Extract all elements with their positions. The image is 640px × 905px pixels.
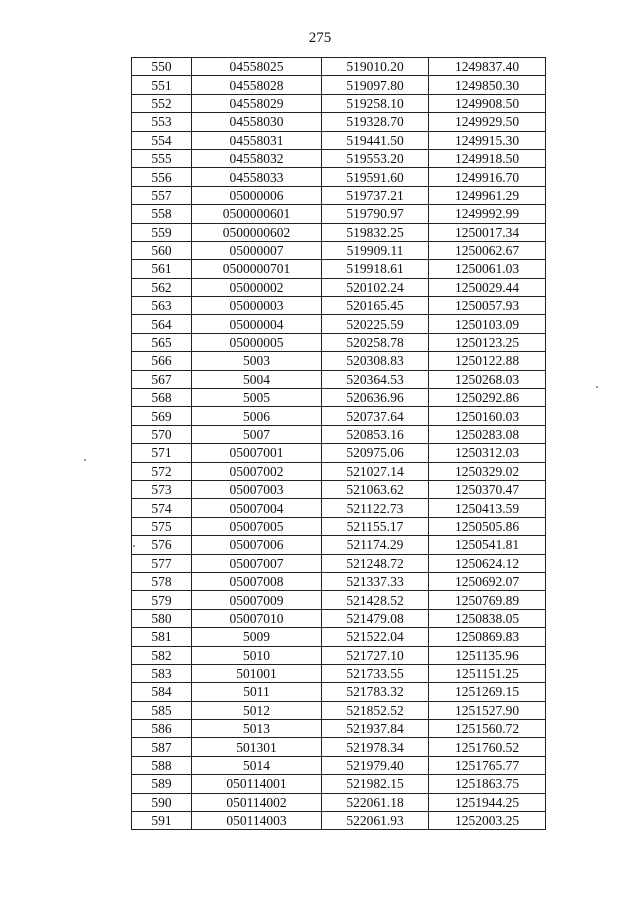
table-row <box>132 241 546 259</box>
table-row <box>132 223 546 241</box>
row-number-cell: 554 <box>132 131 192 149</box>
y-coordinate-cell: 1250413.59 <box>429 499 546 517</box>
table-row <box>132 609 546 627</box>
x-coordinate-cell: 521337.33 <box>322 572 429 590</box>
x-coordinate-cell: 521733.55 <box>322 664 429 682</box>
point-id-cell: 050114003 <box>192 812 322 830</box>
point-id-cell: 04558025 <box>192 58 322 76</box>
table-row <box>132 646 546 664</box>
x-coordinate-cell: 520102.24 <box>322 278 429 296</box>
point-id-cell: 5003 <box>192 352 322 370</box>
row-number-cell: 556 <box>132 168 192 186</box>
x-coordinate-cell: 521783.32 <box>322 683 429 701</box>
row-number-cell: 568 <box>132 389 192 407</box>
table-row <box>132 793 546 811</box>
y-coordinate-cell: 1251135.96 <box>429 646 546 664</box>
row-number-cell: 583 <box>132 664 192 682</box>
point-id-cell: 050114002 <box>192 793 322 811</box>
y-coordinate-cell: 1250838.05 <box>429 609 546 627</box>
point-id-cell: 05007008 <box>192 572 322 590</box>
point-id-cell: 5010 <box>192 646 322 664</box>
row-number-cell: 582 <box>132 646 192 664</box>
y-coordinate-cell: 1250541.81 <box>429 536 546 554</box>
point-id-cell: 05007007 <box>192 554 322 572</box>
x-coordinate-cell: 521727.10 <box>322 646 429 664</box>
x-coordinate-cell: 519790.97 <box>322 205 429 223</box>
x-coordinate-cell: 521027.14 <box>322 462 429 480</box>
x-coordinate-cell: 521937.84 <box>322 720 429 738</box>
table-row <box>132 76 546 94</box>
row-number-cell: 563 <box>132 297 192 315</box>
x-coordinate-cell: 520225.59 <box>322 315 429 333</box>
table-row <box>132 186 546 204</box>
x-coordinate-cell: 519832.25 <box>322 223 429 241</box>
table-row <box>132 297 546 315</box>
point-id-cell: 04558029 <box>192 94 322 112</box>
table-row <box>132 389 546 407</box>
x-coordinate-cell: 521982.15 <box>322 775 429 793</box>
x-coordinate-cell: 519097.80 <box>322 76 429 94</box>
point-id-cell: 05007006 <box>192 536 322 554</box>
table-row <box>132 333 546 351</box>
row-number-cell: 587 <box>132 738 192 756</box>
point-id-cell: 04558030 <box>192 113 322 131</box>
table-row <box>132 720 546 738</box>
table-row <box>132 775 546 793</box>
scan-speck <box>133 545 135 547</box>
point-id-cell: 501001 <box>192 664 322 682</box>
point-id-cell: 05007001 <box>192 444 322 462</box>
y-coordinate-cell: 1251760.52 <box>429 738 546 756</box>
y-coordinate-cell: 1250769.89 <box>429 591 546 609</box>
y-coordinate-cell: 1251527.90 <box>429 701 546 719</box>
x-coordinate-cell: 519909.11 <box>322 241 429 259</box>
table-row <box>132 444 546 462</box>
point-id-cell: 04558028 <box>192 76 322 94</box>
y-coordinate-cell: 1250123.25 <box>429 333 546 351</box>
row-number-cell: 575 <box>132 517 192 535</box>
table-row <box>132 517 546 535</box>
row-number-cell: 578 <box>132 572 192 590</box>
row-number-cell: 564 <box>132 315 192 333</box>
y-coordinate-cell: 1251944.25 <box>429 793 546 811</box>
table-row <box>132 94 546 112</box>
point-id-cell: 5012 <box>192 701 322 719</box>
row-number-cell: 562 <box>132 278 192 296</box>
point-id-cell: 05007005 <box>192 517 322 535</box>
y-coordinate-cell: 1250103.09 <box>429 315 546 333</box>
y-coordinate-cell: 1250057.93 <box>429 297 546 315</box>
row-number-cell: 573 <box>132 480 192 498</box>
point-id-cell: 5006 <box>192 407 322 425</box>
point-id-cell: 05007009 <box>192 591 322 609</box>
row-number-cell: 580 <box>132 609 192 627</box>
point-id-cell: 05007002 <box>192 462 322 480</box>
table-row <box>132 260 546 278</box>
table-row <box>132 756 546 774</box>
row-number-cell: 565 <box>132 333 192 351</box>
y-coordinate-cell: 1250122.88 <box>429 352 546 370</box>
point-id-cell: 04558032 <box>192 149 322 167</box>
row-number-cell: 591 <box>132 812 192 830</box>
table-row <box>132 683 546 701</box>
table-row <box>132 572 546 590</box>
y-coordinate-cell: 1250268.03 <box>429 370 546 388</box>
table-row <box>132 131 546 149</box>
coordinates-table <box>131 57 546 830</box>
point-id-cell: 5007 <box>192 425 322 443</box>
table-row <box>132 58 546 76</box>
point-id-cell: 5013 <box>192 720 322 738</box>
y-coordinate-cell: 1250283.08 <box>429 425 546 443</box>
x-coordinate-cell: 521978.34 <box>322 738 429 756</box>
y-coordinate-cell: 1250160.03 <box>429 407 546 425</box>
y-coordinate-cell: 1251863.75 <box>429 775 546 793</box>
table-row <box>132 425 546 443</box>
y-coordinate-cell: 1250029.44 <box>429 278 546 296</box>
row-number-cell: 581 <box>132 628 192 646</box>
table-row <box>132 315 546 333</box>
row-number-cell: 566 <box>132 352 192 370</box>
table-row <box>132 352 546 370</box>
y-coordinate-cell: 1249850.30 <box>429 76 546 94</box>
table-row <box>132 113 546 131</box>
point-id-cell: 5011 <box>192 683 322 701</box>
table-row <box>132 480 546 498</box>
x-coordinate-cell: 521479.08 <box>322 609 429 627</box>
y-coordinate-cell: 1249961.29 <box>429 186 546 204</box>
y-coordinate-cell: 1249915.30 <box>429 131 546 149</box>
row-number-cell: 559 <box>132 223 192 241</box>
scan-speck <box>596 386 598 388</box>
row-number-cell: 557 <box>132 186 192 204</box>
table-row <box>132 462 546 480</box>
row-number-cell: 560 <box>132 241 192 259</box>
table-row <box>132 278 546 296</box>
point-id-cell: 05000007 <box>192 241 322 259</box>
table-row <box>132 149 546 167</box>
table-row <box>132 628 546 646</box>
x-coordinate-cell: 519010.20 <box>322 58 429 76</box>
y-coordinate-cell: 1250505.86 <box>429 517 546 535</box>
point-id-cell: 05007010 <box>192 609 322 627</box>
point-id-cell: 5005 <box>192 389 322 407</box>
table-body <box>132 58 546 830</box>
table-row <box>132 812 546 830</box>
table-row <box>132 738 546 756</box>
x-coordinate-cell: 520737.64 <box>322 407 429 425</box>
x-coordinate-cell: 519258.10 <box>322 94 429 112</box>
x-coordinate-cell: 520975.06 <box>322 444 429 462</box>
x-coordinate-cell: 519737.21 <box>322 186 429 204</box>
y-coordinate-cell: 1252003.25 <box>429 812 546 830</box>
row-number-cell: 552 <box>132 94 192 112</box>
x-coordinate-cell: 521522.04 <box>322 628 429 646</box>
point-id-cell: 501301 <box>192 738 322 756</box>
point-id-cell: 05000005 <box>192 333 322 351</box>
point-id-cell: 04558033 <box>192 168 322 186</box>
y-coordinate-cell: 1251560.72 <box>429 720 546 738</box>
x-coordinate-cell: 520308.83 <box>322 352 429 370</box>
row-number-cell: 570 <box>132 425 192 443</box>
scan-speck <box>84 459 86 461</box>
y-coordinate-cell: 1249929.50 <box>429 113 546 131</box>
y-coordinate-cell: 1250062.67 <box>429 241 546 259</box>
row-number-cell: 585 <box>132 701 192 719</box>
y-coordinate-cell: 1249918.50 <box>429 149 546 167</box>
y-coordinate-cell: 1251269.15 <box>429 683 546 701</box>
page-number: 275 <box>308 30 332 46</box>
row-number-cell: 589 <box>132 775 192 793</box>
x-coordinate-cell: 519553.20 <box>322 149 429 167</box>
x-coordinate-cell: 520636.96 <box>322 389 429 407</box>
x-coordinate-cell: 519918.61 <box>322 260 429 278</box>
x-coordinate-cell: 521122.73 <box>322 499 429 517</box>
row-number-cell: 571 <box>132 444 192 462</box>
y-coordinate-cell: 1251765.77 <box>429 756 546 774</box>
y-coordinate-cell: 1250869.83 <box>429 628 546 646</box>
point-id-cell: 0500000701 <box>192 260 322 278</box>
table-row <box>132 664 546 682</box>
point-id-cell: 0500000601 <box>192 205 322 223</box>
row-number-cell: 590 <box>132 793 192 811</box>
point-id-cell: 04558031 <box>192 131 322 149</box>
y-coordinate-cell: 1250329.02 <box>429 462 546 480</box>
x-coordinate-cell: 520364.53 <box>322 370 429 388</box>
row-number-cell: 579 <box>132 591 192 609</box>
point-id-cell: 0500000602 <box>192 223 322 241</box>
table-row <box>132 205 546 223</box>
x-coordinate-cell: 521852.52 <box>322 701 429 719</box>
y-coordinate-cell: 1249908.50 <box>429 94 546 112</box>
x-coordinate-cell: 521428.52 <box>322 591 429 609</box>
y-coordinate-cell: 1251151.25 <box>429 664 546 682</box>
x-coordinate-cell: 521248.72 <box>322 554 429 572</box>
x-coordinate-cell: 522061.93 <box>322 812 429 830</box>
point-id-cell: 05007004 <box>192 499 322 517</box>
x-coordinate-cell: 519328.70 <box>322 113 429 131</box>
x-coordinate-cell: 521174.29 <box>322 536 429 554</box>
point-id-cell: 05000002 <box>192 278 322 296</box>
row-number-cell: 553 <box>132 113 192 131</box>
x-coordinate-cell: 520165.45 <box>322 297 429 315</box>
point-id-cell: 05007003 <box>192 480 322 498</box>
row-number-cell: 584 <box>132 683 192 701</box>
y-coordinate-cell: 1250370.47 <box>429 480 546 498</box>
table-row <box>132 591 546 609</box>
x-coordinate-cell: 521979.40 <box>322 756 429 774</box>
y-coordinate-cell: 1249916.70 <box>429 168 546 186</box>
table-row <box>132 499 546 517</box>
table-row <box>132 554 546 572</box>
row-number-cell: 576 <box>132 536 192 554</box>
point-id-cell: 5014 <box>192 756 322 774</box>
row-number-cell: 558 <box>132 205 192 223</box>
y-coordinate-cell: 1250692.07 <box>429 572 546 590</box>
x-coordinate-cell: 521155.17 <box>322 517 429 535</box>
x-coordinate-cell: 520853.16 <box>322 425 429 443</box>
x-coordinate-cell: 519441.50 <box>322 131 429 149</box>
row-number-cell: 572 <box>132 462 192 480</box>
row-number-cell: 574 <box>132 499 192 517</box>
x-coordinate-cell: 522061.18 <box>322 793 429 811</box>
table-row <box>132 701 546 719</box>
table-row <box>132 370 546 388</box>
table-row <box>132 536 546 554</box>
point-id-cell: 05000003 <box>192 297 322 315</box>
row-number-cell: 567 <box>132 370 192 388</box>
x-coordinate-cell: 521063.62 <box>322 480 429 498</box>
y-coordinate-cell: 1250624.12 <box>429 554 546 572</box>
x-coordinate-cell: 520258.78 <box>322 333 429 351</box>
row-number-cell: 588 <box>132 756 192 774</box>
row-number-cell: 577 <box>132 554 192 572</box>
y-coordinate-cell: 1250061.03 <box>429 260 546 278</box>
y-coordinate-cell: 1249837.40 <box>429 58 546 76</box>
row-number-cell: 550 <box>132 58 192 76</box>
point-id-cell: 5004 <box>192 370 322 388</box>
row-number-cell: 555 <box>132 149 192 167</box>
y-coordinate-cell: 1249992.99 <box>429 205 546 223</box>
row-number-cell: 551 <box>132 76 192 94</box>
point-id-cell: 05000006 <box>192 186 322 204</box>
y-coordinate-cell: 1250292.86 <box>429 389 546 407</box>
row-number-cell: 569 <box>132 407 192 425</box>
row-number-cell: 586 <box>132 720 192 738</box>
y-coordinate-cell: 1250017.34 <box>429 223 546 241</box>
point-id-cell: 5009 <box>192 628 322 646</box>
row-number-cell: 561 <box>132 260 192 278</box>
point-id-cell: 050114001 <box>192 775 322 793</box>
table-row <box>132 407 546 425</box>
point-id-cell: 05000004 <box>192 315 322 333</box>
x-coordinate-cell: 519591.60 <box>322 168 429 186</box>
table-row <box>132 168 546 186</box>
y-coordinate-cell: 1250312.03 <box>429 444 546 462</box>
